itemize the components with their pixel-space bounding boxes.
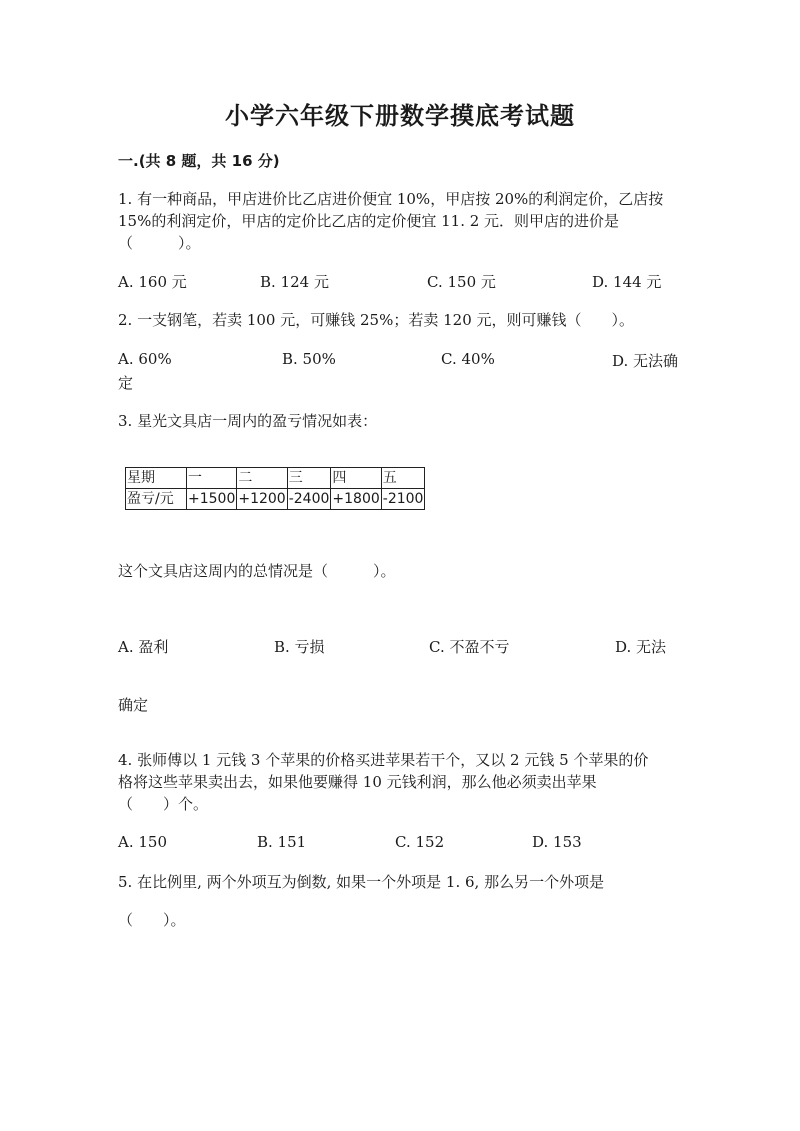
- q3-line-1: 3. 星光文具店一周内的盈亏情况如表：: [118, 412, 378, 430]
- table-cell: 五: [381, 468, 425, 489]
- q3-option-d: D. 无法: [615, 638, 667, 656]
- table-cell: +1800: [331, 489, 381, 510]
- q4-option-a: A. 150: [118, 833, 167, 851]
- q4-line-3: （ ）个。: [118, 795, 209, 813]
- table-header-row: [126, 468, 425, 489]
- q2-option-d: D. 无法确: [612, 352, 679, 370]
- q3-option-b: B. 亏损: [274, 638, 325, 656]
- q4-option-b: B. 151: [257, 833, 307, 851]
- table-cell: 四: [331, 468, 381, 489]
- table-cell: 星期: [126, 468, 187, 489]
- q1-line-2: 15%的利润定价，甲店的定价比乙店的定价便宜 11. 2 元．则甲店的进价是: [118, 212, 620, 230]
- table-cell: 二: [237, 468, 287, 489]
- q1-option-b: B. 124 元: [260, 273, 329, 291]
- table-cell: 盈亏/元: [126, 489, 187, 510]
- q4-line-1: 4. 张师傅以 1 元钱 3 个苹果的价格买进苹果若干个，又以 2 元钱 5 个苹果的价: [118, 751, 649, 769]
- q2-option-d-wrap: 定: [118, 374, 134, 392]
- table-cell: +1200: [237, 489, 287, 510]
- profit-loss-table: [125, 467, 425, 510]
- table-row: [126, 489, 425, 510]
- table-cell: 一: [187, 468, 237, 489]
- table-cell: +1500: [187, 489, 237, 510]
- page-title: 小学六年级下册数学摸底考试题: [225, 102, 575, 130]
- q2-line-1: 2. 一支钢笔，若卖 100 元，可赚钱 25%；若卖 120 元，则可赚钱（ ）。: [118, 311, 635, 329]
- table-cell: -2400: [287, 489, 331, 510]
- table-cell: 三: [287, 468, 331, 489]
- q1-line-3: （ ）。: [118, 234, 201, 252]
- q4-option-c: C. 152: [395, 833, 445, 851]
- q1-option-c: C. 150 元: [427, 273, 496, 291]
- q1-line-1: 1. 有一种商品，甲店进价比乙店进价便宜 10%，甲店按 20%的利润定价，乙店按: [118, 190, 664, 208]
- q3-option-a: A. 盈利: [118, 638, 169, 656]
- q2-option-c: C. 40%: [441, 350, 495, 368]
- q4-line-2: 格将这些苹果卖出去，如果他要赚得 10 元钱利润，那么他必须卖出苹果: [118, 773, 597, 791]
- q5-line-1: 5. 在比例里, 两个外项互为倒数, 如果一个外项是 1. 6, 那么另一个外项是: [118, 873, 605, 891]
- q2-option-b: B. 50%: [282, 350, 336, 368]
- q1-option-a: A. 160 元: [118, 273, 187, 291]
- section-heading: 一.(共 8 题，共 16 分): [118, 152, 280, 170]
- q3-option-c: C. 不盈不亏: [429, 638, 510, 656]
- q3-line-2: 这个文具店这周内的总情况是（ ）。: [118, 562, 396, 580]
- table-cell: -2100: [381, 489, 425, 510]
- q3-option-d-wrap: 确定: [118, 696, 149, 714]
- q4-option-d: D. 153: [532, 833, 582, 851]
- q2-option-a: A. 60%: [118, 350, 172, 368]
- q5-line-2: （ ）。: [118, 911, 186, 929]
- q1-option-d: D. 144 元: [592, 273, 662, 291]
